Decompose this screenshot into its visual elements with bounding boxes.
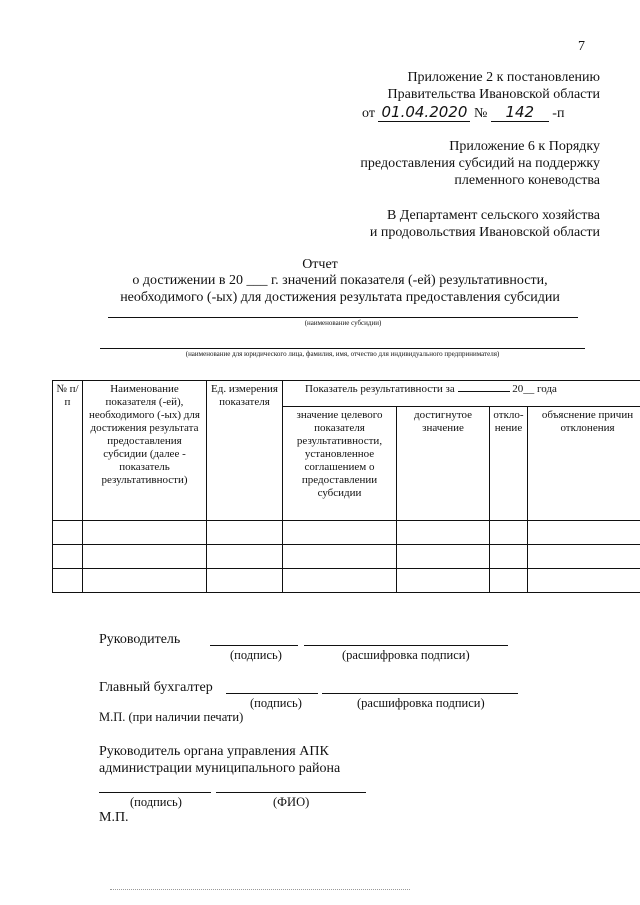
handwritten-number: 142 — [491, 104, 549, 122]
mp-label: М.П. — [99, 810, 129, 825]
date-prefix: от — [362, 106, 375, 121]
report-title: Отчет — [302, 257, 338, 272]
apk-line-2: администрации муниципального района — [99, 761, 341, 776]
subsidy-caption: (наименование субсидии) — [304, 319, 382, 327]
appendix6-line-2: предоставления субсидий на поддержку — [360, 156, 600, 171]
handwritten-date: 01.04.2020 — [378, 104, 470, 122]
apk-fio-line — [216, 792, 366, 793]
addressee-line-1: В Департамент сельского хозяйства — [386, 208, 600, 223]
report-subtitle-2: необходимого (-ых) для достижения результата предоставления субсидии — [120, 290, 560, 305]
appendix-line-2: Правительства Ивановской области — [387, 87, 600, 102]
apk-sign-line — [99, 792, 211, 793]
head-decode-line — [304, 645, 508, 646]
appendix6-line-1: Приложение 6 к Порядку — [449, 139, 600, 154]
accountant-sign-caption: (подпись) — [250, 696, 302, 710]
head-sign-line — [210, 645, 298, 646]
header-group-year: 20__ года — [512, 383, 557, 395]
subsidy-name-line — [108, 317, 578, 318]
stamp-note: М.П. (при наличии печати) — [99, 710, 244, 724]
number-suffix: -п — [552, 106, 565, 121]
accountant-sign-line — [226, 693, 318, 694]
header-group — [283, 381, 640, 407]
year-blank — [458, 391, 510, 392]
header-indicator-name: Наименование показателя (-ей), необходимого (-ых) для достижения результата предоставления субсидии (далее - показатель результативности) — [83, 381, 207, 521]
header-group-prefix: Показатель результативности за — [305, 383, 455, 395]
appendix-date-line — [362, 104, 564, 122]
entity-caption: (наименование для юридического лица, фамилия, имя, отчество для индивидуального предпринимателя) — [185, 350, 500, 358]
head-label: Руководитель — [99, 632, 181, 647]
number-sign: № — [473, 106, 488, 121]
apk-fio-caption: (ФИО) — [273, 795, 310, 809]
accountant-label: Главный бухгалтер — [99, 680, 213, 695]
appendix6-line-3: племенного коневодства — [454, 173, 600, 188]
head-sign-caption: (подпись) — [230, 648, 282, 662]
entity-name-line — [100, 348, 585, 349]
accountant-decode-line — [322, 693, 518, 694]
header-achieved-value: достигнутое значение — [397, 407, 490, 521]
head-decode-caption: (расшифровка подписи) — [342, 648, 470, 662]
header-deviation: откло- нение — [490, 407, 528, 521]
apk-sign-caption: (подпись) — [130, 795, 182, 809]
table-row — [53, 545, 640, 569]
table-row — [53, 521, 640, 545]
scan-artifact-line — [110, 889, 410, 890]
report-subtitle-1: о достижении в 20 ___ г. значений показателя (-ей) результативности, — [132, 273, 548, 288]
table-row — [53, 569, 640, 593]
apk-line-1: Руководитель органа управления АПК — [99, 744, 329, 759]
page-number: 7 — [578, 39, 585, 54]
appendix-line-1: Приложение 2 к постановлению — [407, 70, 600, 85]
addressee-line-2: и продовольствия Ивановской области — [369, 225, 600, 240]
header-explanation: объяснение причин отклонения — [528, 407, 640, 521]
header-target-value: значение целевого показателя результативности, установленное соглашением о предоставлении субсидии — [283, 407, 397, 521]
accountant-decode-caption: (расшифровка подписи) — [357, 696, 485, 710]
header-unit: Ед. измерения показателя — [207, 381, 283, 521]
indicators-table — [52, 380, 640, 593]
header-num: № п/п — [53, 381, 83, 521]
